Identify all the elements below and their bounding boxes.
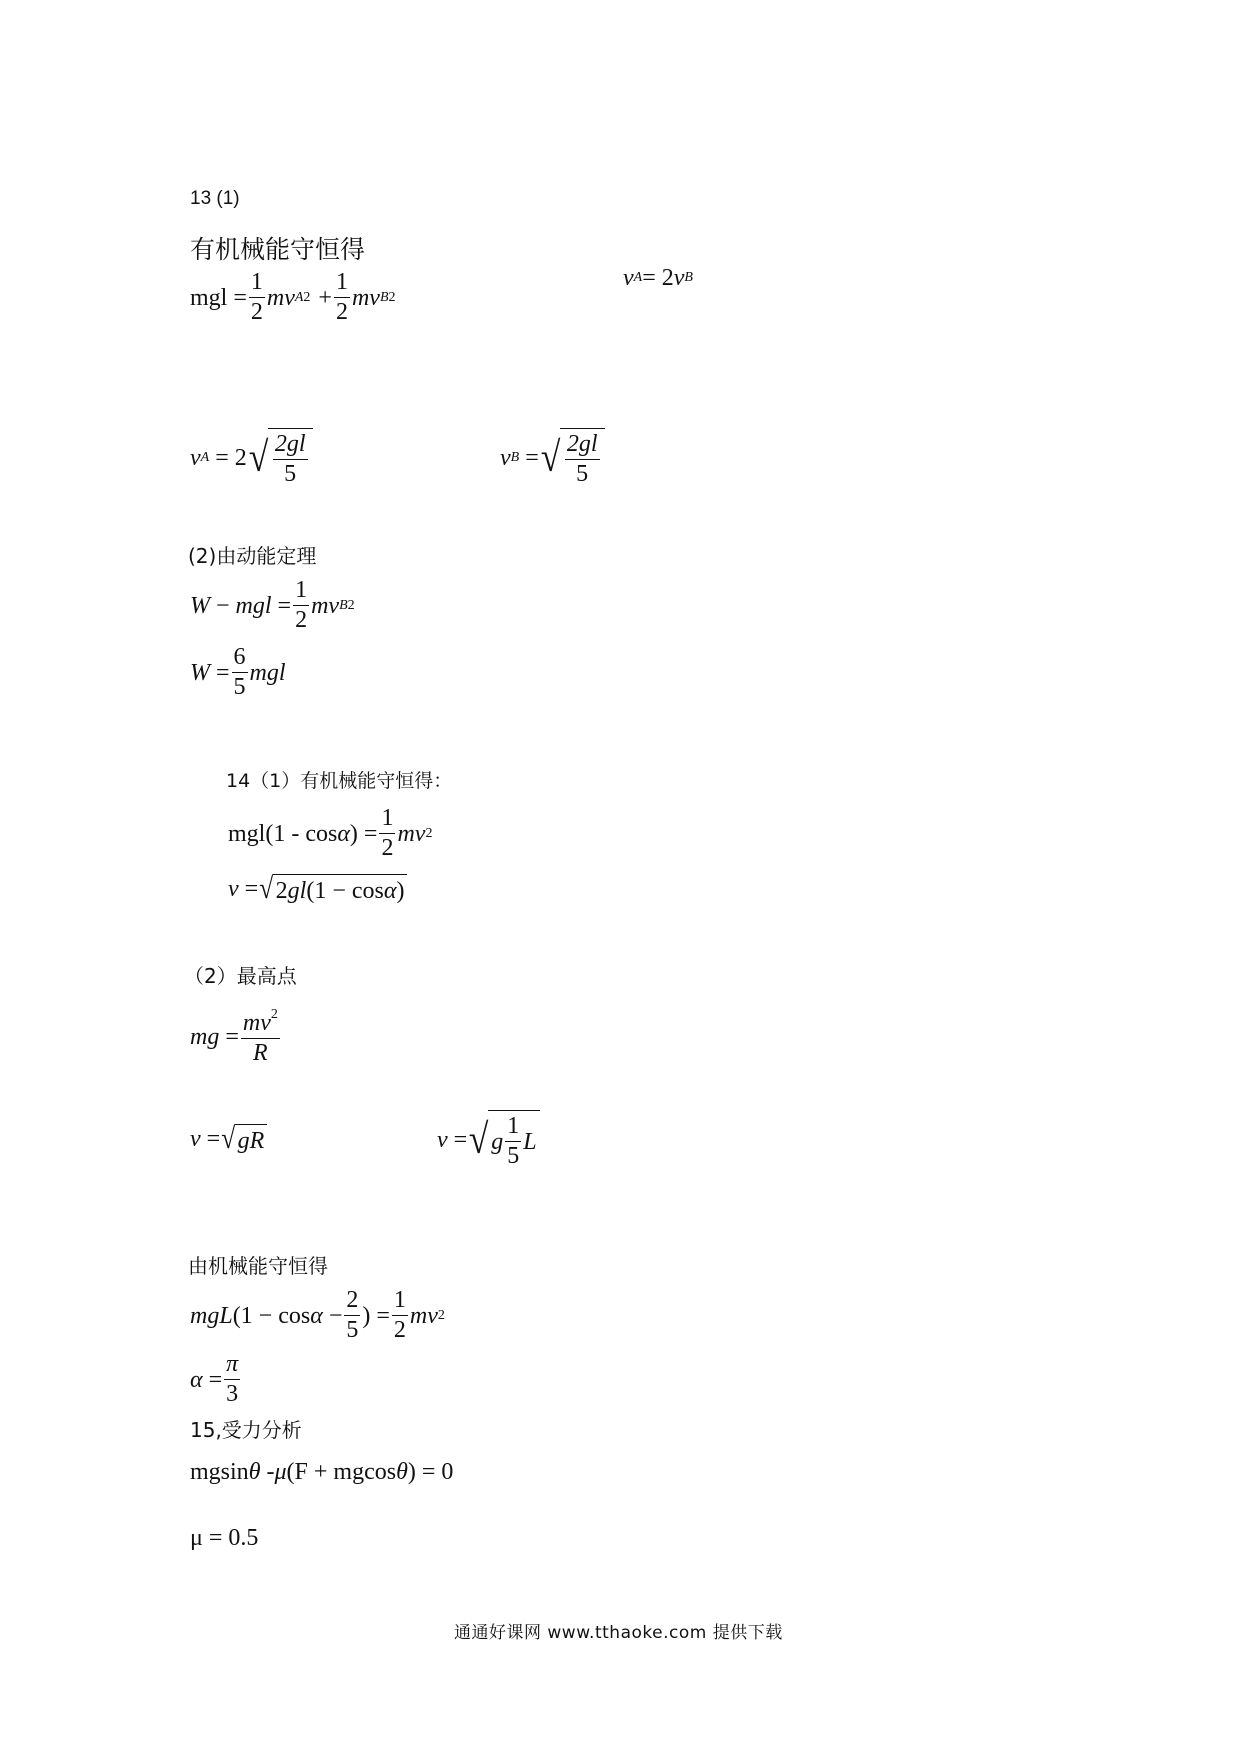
equation-alpha-result: α = $\frac{\pi}{3}$ <box>190 1351 239 1408</box>
q14-label: 14（1）有机械能守恒得： <box>226 770 453 792</box>
equation-pendulum-speed: v = √ 2 gl (1 − cos α ) <box>228 874 407 904</box>
equation-work-result: W = $\frac{6}{5}$ mgl <box>190 644 286 701</box>
equation-va-result: v A = 2 √ $\frac{2gl}{5}$ <box>190 428 313 487</box>
q13-label: 13 (1) <box>190 188 240 209</box>
equation-top-speed-L: v = √ g $\frac{1}{5}$ L <box>437 1110 540 1169</box>
q13-heading: 有机械能守恒得 <box>190 235 366 264</box>
equation-angle-energy: mgL (1 − cos α − $\frac{2}{5}$ ) = $\frac{1}{2}$ mv 2 <box>190 1287 445 1344</box>
equation-velocity-relation: v A = 2 v B <box>623 265 693 291</box>
q15-label: 15,受力分析 <box>190 1418 302 1442</box>
equation-top-speed: v = √ gR <box>190 1124 267 1154</box>
q13-part2-heading: (2)由动能定理 <box>188 544 317 568</box>
equation-centripetal: mg = $\frac{mv^2}{R}$ <box>190 1007 278 1067</box>
q14-part2-heading: （2）最高点 <box>184 964 297 988</box>
equation-work-energy: W − mgl = $\frac{1}{2}$ mv B 2 <box>190 577 355 634</box>
q14-conservation-heading: 由机械能守恒得 <box>188 1254 328 1278</box>
equation-energy-conservation: mgl = $\frac{1}{2}$ mv A 2 + $\frac{1}{2}$ mv B 2 <box>190 269 396 326</box>
equation-mu-result: μ = 0.5 <box>190 1525 259 1551</box>
equation-vb-result: v B = √ $\frac{2gl}{5}$ <box>500 428 605 487</box>
footer-source: 通通好课网 www.tthaoke.com 提供下载 <box>454 1623 783 1643</box>
equation-force-balance: mgsin θ - μ (F + mgcos θ ) = 0 <box>190 1459 454 1485</box>
equation-pendulum-energy: mgl(1 - cos α ) = $\frac{1}{2}$ mv 2 <box>228 805 433 862</box>
